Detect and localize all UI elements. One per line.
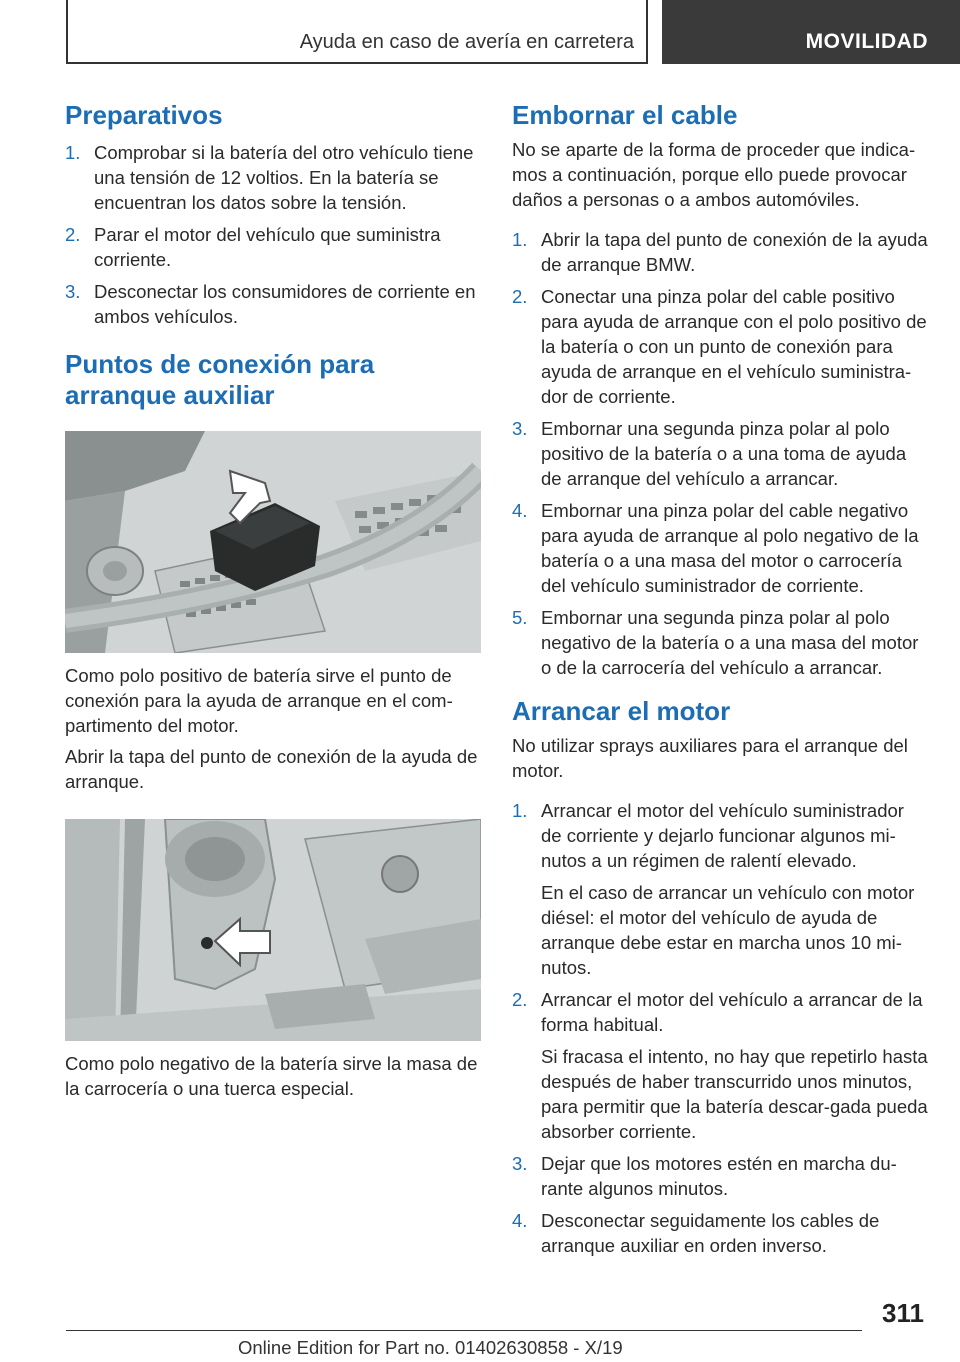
list-item: 3. Dejar que los motores estén en marcha du-rante algunos minutos. — [512, 1153, 897, 1199]
figure-negative-terminal — [65, 819, 481, 1041]
list-item: 1. Arrancar el motor del vehículo suministrador de corriente y dejarlo funcionar algunos mi-nutos a un régimen de ralentí elevado. En el caso de arrancar un vehículo con motor diésel: el motor del vehículo de ayuda de arranque debe estar en marcha unos 10 mi-nutos. — [512, 800, 915, 978]
heading-preparativos: Preparativos — [65, 100, 223, 130]
running-header — [66, 0, 648, 64]
list-item: 3. Desconectar los consumidores de corriente en ambos vehículos. — [65, 281, 476, 327]
list-item: 2. Arrancar el motor del vehículo a arrancar de la forma habitual. Si fracasa el intento, no hay que repetirlo hasta después de haber transcurrido unos minutos, para permitir que la batería descar-gada pueda absorber corriente. — [512, 989, 928, 1142]
list-item: 5. Embornar una segunda pinza polar al polo negativo de la batería o a una masa del motor o de la carrocería del vehículo a arrancar. — [512, 607, 919, 678]
list-item: 2. Parar el motor del vehículo que suministra corriente. — [65, 224, 441, 270]
section-title: Ayuda en caso de avería en carretera — [299, 31, 634, 53]
arrancar-intro: No utilizar sprays auxiliares para el arranque del motor. — [512, 735, 908, 781]
edition-note: Online Edition for Part no. 01402630858 - X/19 — [238, 1337, 623, 1358]
chapter-title: MOVILIDAD — [805, 30, 928, 53]
chapter-tab — [662, 0, 960, 64]
list-item: 1. Abrir la tapa del punto de conexión de la ayuda de arranque BMW. — [512, 229, 928, 275]
page-number: 311 — [882, 1298, 924, 1328]
preparativos-steps — [65, 140, 481, 329]
list-item: 3. Embornar una segunda pinza polar al polo positivo de la batería o a una toma de ayuda de arranque del vehículo a arrancar. — [512, 418, 907, 489]
heading-puntos-conexion: Puntos de conexión para arranque auxiliar — [65, 349, 375, 410]
list-item: 4. Desconectar seguidamente los cables de arranque auxiliar en orden inverso. — [512, 1210, 880, 1256]
heading-arrancar: Arrancar el motor — [512, 696, 731, 726]
list-item: 2. Conectar una pinza polar del cable positivo para ayuda de arranque con el polo positivo de la batería o con un punto de conexión para ayuda de arranque en el vehículo suministra-dor de corriente. — [512, 286, 927, 407]
caption-negative-terminal: Como polo negativo de la batería sirve la masa de la carrocería o una tuerca especial. — [65, 1053, 478, 1099]
embornar-intro: No se aparte de la forma de proceder que indica-mos a continuación, porque ello puede provocar daños a personas o a ambos automóviles. — [512, 139, 916, 210]
heading-embornar: Embornar el cable — [512, 100, 738, 130]
list-item: 1. Comprobar si la batería del otro vehículo tiene una tensión de 12 voltios. En la batería se encuentran los datos sobre la tensión. — [65, 142, 474, 213]
caption-positive-terminal: Como polo positivo de batería sirve el punto de conexión para la ayuda de arranque en el com-partimento del motor. — [65, 665, 453, 736]
figure-positive-terminal — [65, 431, 481, 653]
arrancar-steps — [512, 798, 928, 1258]
list-item: 4. Embornar una pinza polar del cable negativo para ayuda de arranque al polo negativo de la batería o a una masa del motor o carrocería del vehículo suministrador de corriente. — [512, 500, 919, 596]
left-column — [65, 100, 481, 1101]
footer-divider — [66, 1330, 862, 1331]
embornar-steps — [512, 227, 928, 680]
right-column — [512, 100, 928, 1265]
caption-open-cover: Abrir la tapa del punto de conexión de la ayuda de arranque. — [65, 746, 478, 792]
